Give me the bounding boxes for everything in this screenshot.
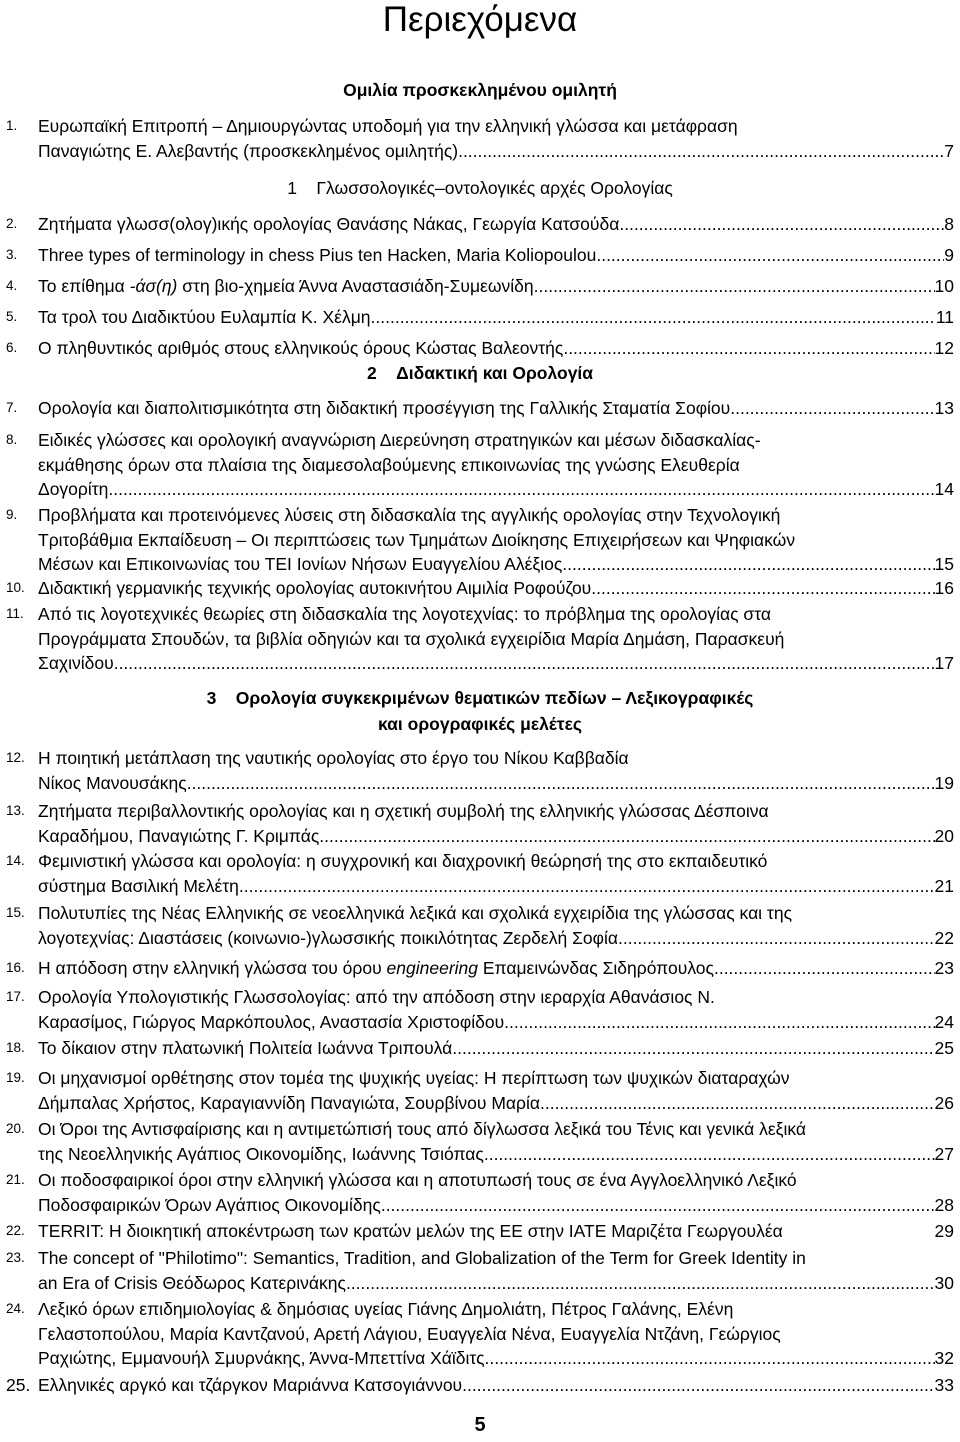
entry-page: 21 [934,875,954,896]
toc-entry[interactable] [6,1297,954,1371]
entry-number: 5. [6,309,18,324]
toc-entry[interactable] [6,396,954,421]
entry-title-line: Παναγιώτης Ε. Αλεβαντής (προσκεκλημένος ομιλητής) [38,140,459,161]
section-number: 2 [366,363,377,383]
entry-page: 23 [934,958,954,978]
entry-page: 26 [934,1092,954,1113]
entry-page: 11 [935,307,954,327]
entry-number: 18. [6,1040,25,1055]
entry-number: 16. [6,960,25,975]
entry-title-line: Δήμπαλας Χρήστος, Καραγιαννίδη Παναγιώτα, Σουρβίνου Μαρία [38,1092,540,1113]
leader-dots [714,956,935,981]
entry-page: 17 [934,653,954,673]
leader-dots [563,336,934,361]
entry-page: 8 [944,214,954,234]
section-heading-1 [0,175,960,201]
toc-entry[interactable] [6,243,954,268]
entry-number: 22. [6,1223,25,1238]
toc-entry[interactable] [6,1219,954,1244]
section-heading-2 [0,360,960,386]
entry-title-line: Σαχινίδου [38,653,114,673]
leader-dots [504,1010,934,1035]
leader-dots [458,139,944,164]
leader-dots [462,1373,934,1398]
entry-title-line: Ορολογία Υπολογιστικής Γλωσσολογίας: από την απόδοση στην ιεραρχία Αθανάσιος Ν. [38,987,715,1007]
entry-title-line: Γελαστοπούλου, Μαρία Καντζανού, Αρετή Λάγιου, Ευαγγελία Νένα, Ευαγγελία Ντζάνη, Γεώργιος [38,1323,781,1344]
entry-number: 24. [6,1301,25,1316]
toc-entry[interactable] [6,985,954,1034]
leader-dots [239,874,935,899]
entry-page: 32 [934,1348,954,1368]
toc-entry[interactable] [6,576,954,601]
entry-page: 28 [934,1194,954,1215]
entry-page: 20 [934,825,954,846]
entry-number: 23. [6,1250,25,1265]
entry-number: 8. [6,432,18,447]
entry-title-line: Λεξικό όρων επιδημιολογίας & δημόσιας υγείας Γιάνης Δημολιάτη, Πέτρος Γαλάνης, Ελένη [38,1299,734,1319]
entry-page: 7 [944,140,954,161]
entry-title-line: TERRIT: Η διοικητική αποκέντρωση των κρατών μελών της ΕΕ στην IATE Μαριζέτα Γεωργουλέα [38,1221,783,1241]
toc-entry[interactable] [6,428,954,502]
entry-number: 21. [6,1172,25,1187]
leader-dots [319,824,934,849]
entry-title-line: Φεμινιστική γλώσσα και ορολογία: η συγχρονική και διαχρονική θεώρησή της στο εκπαιδευτικό [38,851,768,871]
entry-number: 3. [6,247,18,262]
entry-page: 9 [944,245,954,265]
leader-dots [562,552,934,577]
leader-dots [619,212,944,237]
entry-title-line: Οι μηχανισμοί ορθέτησης στον τομέα της ψυχικής υγείας: Η περίπτωση των ψυχικών διαταραχών [38,1068,790,1088]
leader-dots [485,1346,935,1371]
page-title: Περιεχόμενα [382,0,578,39]
entry-number: 12. [6,750,25,765]
entry-title-line: Το επίθημα -άσ(η) στη βιο-χημεία Άννα Αναστασιάδη-Συμεωνίδη [38,276,534,296]
entry-title-line: Ζητήματα περιβαλλοντικής ορολογίας και η σχετική συμβολή της ελληνικής γλώσσας Δέσποινα [38,801,769,821]
entry-page: 22 [934,927,954,948]
entry-title-line: Ζητήματα γλωσσ(ολογ)ικής ορολογίας Θανάσης Νάκας, Γεωργία Κατσούδα [38,214,620,234]
entry-title-line: The concept of "Philotimo": Semantics, Tradition, and Globalization of the Term for Greek Identity in [38,1248,806,1268]
entry-title-line: της Νεοελληνικής Αγάπιος Οικονομίδης, Ιωάννης Τσιόπας [38,1143,484,1164]
entry-number: 1. [6,118,18,133]
leader-dots [618,926,935,951]
leader-dots [540,1091,935,1116]
leader-dots [452,1036,934,1061]
entry-page: 13 [934,398,954,418]
entry-title-line: Πολυτυπίες της Νέας Ελληνικής σε νεοελληνικά λεξικά και σχολικά εγχειρίδια της γλώσσας και της [38,903,793,923]
entry-title-line: λογοτεχνίας: Διαστάσεις (κοινωνιο-)γλωσσικής ποικιλότητας Ζερδελή Σοφία [38,927,618,948]
entry-title-line: Ποδοσφαιρικών Όρων Αγάπιος Οικονομίδης [38,1194,381,1215]
entry-page: 15 [934,554,954,574]
toc-entry[interactable] [6,1036,954,1061]
entry-title-line: Διδακτική γερμανικής τεχνικής ορολογίας αυτοκινήτου Αιμιλία Ροφούζου [38,578,592,598]
leader-dots [591,576,934,601]
entry-page: 33 [934,1375,954,1395]
entry-page: 12 [934,338,954,358]
toc-entry[interactable] [6,799,954,848]
entry-title-line: Το δίκαιον στην πλατωνική Πολιτεία Ιωάννα Τριπουλά [38,1038,453,1058]
entry-page: 16 [934,578,954,598]
entry-title-line: Προγράμματα Σπουδών, τα βιβλία οδηγιών και τα σχολικά εγχειρίδια Μαρία Δημάση, Παρασκευή [38,628,785,649]
section-title: και ορογραφικές μελέτες [377,714,583,734]
section-title: Ορολογία συγκεκριμένων θεματικών πεδίων – Λεξικογραφικές [235,688,754,708]
entry-page: 14 [934,479,954,499]
entry-number: 6. [6,340,18,355]
toc-entry[interactable] [6,305,954,330]
entry-title-line: Οι Όροι της Αντισφαίρισης και η αντιμετώπισή τους από δίγλωσσα λεξικά του Τένις και γενικά λεξικά [38,1119,807,1139]
entry-number: 17. [6,989,25,1004]
entry-number: 4. [6,278,18,293]
entry-page: 25 [934,1038,954,1058]
entry-number: 7. [6,400,18,415]
page-number: 5 [474,1414,486,1436]
leader-dots [381,1193,935,1218]
entry-page: 29 [934,1221,954,1241]
entry-number: 9. [6,507,18,522]
toc-entry[interactable] [6,1168,954,1217]
toc-entry[interactable] [6,956,954,981]
entry-title-line: Η ποιητική μετάπλαση της ναυτικής ορολογίας στο έργο του Νίκου Καββαδία [38,748,629,768]
entry-page: 27 [934,1143,954,1164]
invited-speaker-heading: Ομιλία προσκεκλημένου ομιλητή [343,80,617,100]
section-number: 3 [206,688,217,708]
leader-dots [371,305,936,330]
entry-title-line: Προβλήματα και προτεινόμενες λύσεις στη διδασκαλία της αγγλικής ορολογίας στην Τεχνολογική [38,505,781,525]
entry-title-line: Τα τρολ του Διαδικτύου Ευλαμπία Κ. Χέλμη [38,307,371,327]
entry-number: 2. [6,216,18,231]
entry-title-line: Three types of terminology in chess Pius ten Hacken, Maria Koliopoulou [38,245,597,265]
entry-title-line: Από τις λογοτεχνικές θεωρίες στη διδασκαλία της λογοτεχνίας: το πρόβλημα της ορολογίας στα [38,604,772,624]
entry-title-line: Ορολογία και διαπολιτισμικότητα στη διδακτική προσέγγιση της Γαλλικής Σταματία Σοφίου [38,398,731,418]
entry-title-line: Καρασίμος, Γιώργος Μαρκόπουλος, Αναστασία Χριστοφίδου [38,1011,505,1032]
leader-dots [534,274,935,299]
entry-page: 30 [934,1272,954,1293]
section-title: Διδακτική και Ορολογία [396,363,594,383]
entry-title-line: Μέσων και Επικοινωνίας του ΤΕΙ Ιονίων Νήσων Ευαγγελίου Αλέξιος [38,554,563,574]
toc-entry[interactable] [6,336,954,361]
entry-title-line: Ραχιώτης, Εμμανουήλ Σμυρνάκης, Άννα-Μπεττίνα Χάϊδιτς [38,1348,485,1368]
toc-entry[interactable] [6,1373,954,1398]
entry-title-line: Οι ποδοσφαιρικοί όροι στην ελληνική γλώσσα και η αποτυπωσή τους σε ένα Αγγλοελληνικό Λεξικό [38,1170,797,1190]
toc-entry[interactable] [6,901,954,950]
entry-title-line: Η απόδοση στην ελληνική γλώσσα του όρου engineering Επαμεινώνδας Σιδηρόπουλος [38,958,714,978]
toc-entry[interactable] [6,503,954,577]
entry-number: 11. [6,606,24,621]
entry-page: 10 [934,276,954,296]
entry-page: 19 [934,772,954,793]
entry-title-line: εκμάθησης όρων στα πλαίσια της διαμεσολαβούμενης επικοινωνίας της γνώσης Ελευθερία [38,454,740,475]
entry-number: 10. [6,580,25,595]
entry-title-line: Ειδικές γλώσσες και ορολογική αναγνώριση Διερεύνηση στρατηγικών και μέσων διδασκαλίας- [38,430,761,450]
entry-title-line: σύστημα Βασιλική Μελέτη [38,875,239,896]
entry-title-line: Ελληνικές αργκό και τζάργκον Μαριάννα Κατσογιάννου [38,1375,463,1395]
entry-title-line: Ο πληθυντικός αριθμός στους ελληνικούς όρους Κώστας Βαλεοντής [38,338,564,358]
leader-dots [346,1271,935,1296]
toc-entry[interactable] [6,1246,954,1295]
section-heading-3 [0,685,960,737]
leader-dots [108,477,934,502]
leader-dots [187,771,935,796]
entry-number: 14. [6,853,25,868]
leader-dots [484,1142,935,1167]
toc-entry[interactable] [6,849,954,898]
entry-title-line: Νίκος Μανουσάκης [38,772,187,793]
entry-title-line: Τριτοβάθμια Εκπαίδευση – Οι περιπτώσεις των Τμημάτων Διοίκησης Επιχειρήσεων και Ψηφιακών [38,529,796,550]
toc-entry[interactable] [6,746,954,795]
entry-number: 19. [6,1070,25,1085]
toc-entry[interactable] [6,1117,954,1166]
leader-dots [730,396,934,421]
toc-entry[interactable] [6,274,954,299]
entry-number: 20. [6,1121,25,1136]
entry-number: 25. [6,1375,31,1395]
section-number: 1 [287,178,297,198]
leader-dots [596,243,944,268]
toc-entry[interactable] [6,602,954,676]
section-title: Γλωσσολογικές–οντολογικές αρχές Ορολογίας [316,178,673,198]
toc-entry[interactable] [6,114,954,163]
entry-number: 15. [6,905,25,920]
leader-dots [114,651,935,676]
entry-title-line: Ευρωπαϊκή Επιτροπή – Δημιουργώντας υποδομή για την ελληνική γλώσσα και μετάφραση [38,116,738,136]
entry-title-line: Δογορίτη [38,479,109,499]
toc-entry[interactable] [6,1066,954,1115]
entry-title-line: an Era of Crisis Θεόδωρος Κατερινάκης [38,1272,346,1293]
toc-entry[interactable] [6,212,954,237]
entry-title-line: Καραδήμου, Παναγιώτης Γ. Κριμπάς [38,825,320,846]
entry-page: 24 [934,1011,954,1032]
entry-number: 13. [6,803,25,818]
